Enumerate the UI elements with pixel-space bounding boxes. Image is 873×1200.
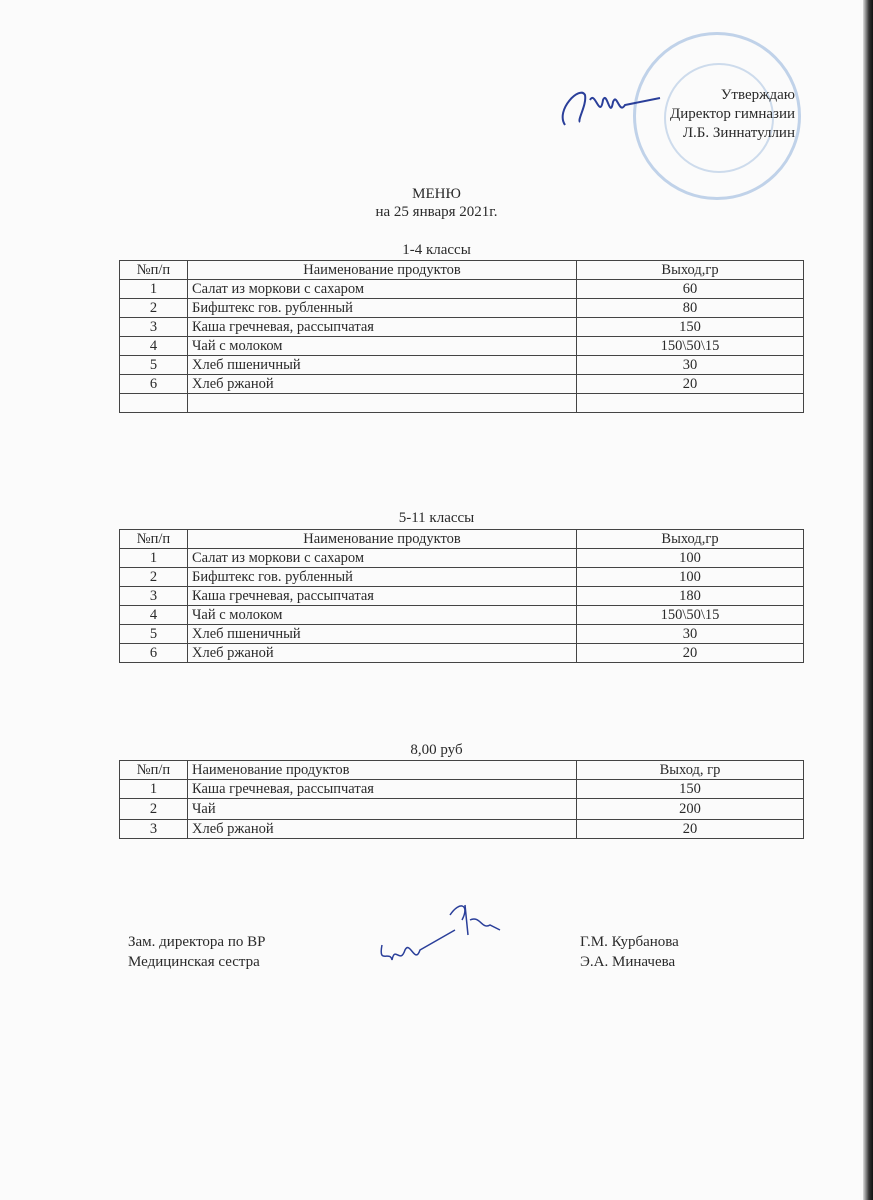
row-number: 3: [120, 820, 188, 839]
column-header: Выход,гр: [577, 261, 804, 280]
table-row: [120, 799, 804, 820]
row-number: 2: [120, 568, 188, 587]
portion-yield: 150\50\15: [577, 606, 804, 625]
product-name: Бифштекс гов. рубленный: [188, 299, 577, 318]
approval-block: [670, 86, 795, 143]
product-name: Хлеб ржаной: [188, 644, 577, 663]
director-signature: [555, 80, 665, 130]
table-row: [120, 820, 804, 839]
row-number: 2: [120, 299, 188, 318]
table-row: [120, 625, 804, 644]
column-header: №п/п: [120, 761, 188, 780]
page-title: МЕНЮ: [412, 186, 461, 202]
column-header: №п/п: [120, 530, 188, 549]
approval-label: Утверждаю: [720, 87, 795, 103]
portion-yield: 60: [577, 280, 804, 299]
footer-names: [580, 932, 679, 972]
portion-yield: 30: [577, 625, 804, 644]
scan-edge: [863, 0, 873, 1200]
table-header-row: [120, 530, 804, 549]
portion-yield: 30: [577, 356, 804, 375]
table-row: [120, 394, 804, 413]
row-number: 4: [120, 606, 188, 625]
product-name: Чай с молоком: [188, 337, 577, 356]
column-header: Выход, гр: [577, 761, 804, 780]
row-number: 1: [120, 780, 188, 799]
row-number: 5: [120, 356, 188, 375]
table-row: [120, 549, 804, 568]
portion-yield: 180: [577, 587, 804, 606]
row-number: 3: [120, 318, 188, 337]
menu-table-5-11: [119, 529, 804, 663]
footer-signatures: [370, 895, 510, 975]
menu-date: на 25 января 2021г.: [375, 204, 498, 220]
portion-yield: 20: [577, 644, 804, 663]
portion-yield: 20: [577, 375, 804, 394]
row-number: 6: [120, 644, 188, 663]
row-number: 4: [120, 337, 188, 356]
table-row: [120, 337, 804, 356]
product-name: Каша гречневая, рассыпчатая: [188, 318, 577, 337]
portion-yield: [577, 394, 804, 413]
role-deputy-director: Зам. директора по ВР: [128, 934, 266, 950]
product-name: Хлеб ржаной: [188, 820, 577, 839]
portion-yield: 150: [577, 780, 804, 799]
product-name: Чай: [188, 799, 577, 820]
menu-table-1-4: [119, 260, 804, 413]
product-name: Чай с молоком: [188, 606, 577, 625]
table-row: [120, 606, 804, 625]
table-header-row: [120, 761, 804, 780]
product-name: Хлеб пшеничный: [188, 625, 577, 644]
row-number: 6: [120, 375, 188, 394]
portion-yield: 20: [577, 820, 804, 839]
product-name: Хлеб ржаной: [188, 375, 577, 394]
portion-yield: 100: [577, 549, 804, 568]
approver-name: Л.Б. Зиннатуллин: [682, 125, 795, 141]
footer-roles: [128, 932, 265, 972]
product-name: Салат из моркови с сахаром: [188, 549, 577, 568]
deputy-director-name: Г.М. Курбанова: [580, 934, 679, 950]
portion-yield: 80: [577, 299, 804, 318]
row-number: [120, 394, 188, 413]
product-name: [188, 394, 577, 413]
role-nurse: Медицинская сестра: [128, 954, 260, 970]
row-number: 5: [120, 625, 188, 644]
portion-yield: 150\50\15: [577, 337, 804, 356]
table-row: [120, 299, 804, 318]
row-number: 3: [120, 587, 188, 606]
table-caption: 5-11 классы: [398, 510, 475, 526]
nurse-name: Э.А. Миначева: [580, 954, 676, 970]
row-number: 2: [120, 799, 188, 820]
table-row: [120, 568, 804, 587]
product-name: Салат из моркови с сахаром: [188, 280, 577, 299]
table-row: [120, 375, 804, 394]
table-row: [120, 780, 804, 799]
table-row: [120, 280, 804, 299]
table-row: [120, 318, 804, 337]
table-caption: 1-4 классы: [402, 242, 471, 258]
portion-yield: 150: [577, 318, 804, 337]
column-header: Наименование продуктов: [188, 761, 577, 780]
product-name: Каша гречневая, рассыпчатая: [188, 587, 577, 606]
column-header: Выход,гр: [577, 530, 804, 549]
product-name: Хлеб пшеничный: [188, 356, 577, 375]
table-row: [120, 587, 804, 606]
portion-yield: 200: [577, 799, 804, 820]
approver-position: Директор гимназии: [670, 106, 795, 122]
column-header: Наименование продуктов: [188, 530, 577, 549]
product-name: Бифштекс гов. рубленный: [188, 568, 577, 587]
row-number: 1: [120, 280, 188, 299]
table-header-row: [120, 261, 804, 280]
table-row: [120, 644, 804, 663]
menu-table-8rub: [119, 760, 804, 839]
column-header: №п/п: [120, 261, 188, 280]
table-row: [120, 356, 804, 375]
product-name: Каша гречневая, рассыпчатая: [188, 780, 577, 799]
portion-yield: 100: [577, 568, 804, 587]
row-number: 1: [120, 549, 188, 568]
table-caption: 8,00 руб: [410, 742, 463, 758]
column-header: Наименование продуктов: [188, 261, 577, 280]
